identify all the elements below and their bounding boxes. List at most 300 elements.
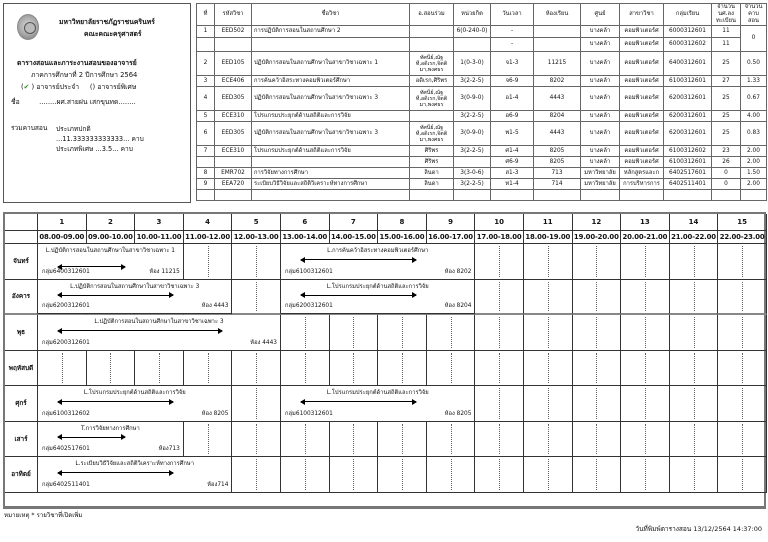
cell-major: คอมพิวเตอร์ศ (620, 146, 664, 157)
cell-center: บางคล้า (581, 111, 620, 122)
half-hour-guide (499, 282, 500, 312)
cell-group: 6200312601 (664, 122, 712, 146)
half-hour-guide (499, 459, 500, 490)
schedule-slot (427, 422, 476, 458)
class-title: L.ระเบียบวิธีวิจัยและสถิติวิเคราะห์ทางการศึกษา (75, 461, 194, 467)
schedule-slot (475, 280, 524, 316)
half-hour-guide (499, 246, 500, 277)
col-major: สาขาวิชา (620, 4, 664, 26)
period-number: 14 (670, 214, 719, 231)
half-hour-guide (596, 353, 597, 384)
class-block[interactable] (38, 386, 232, 422)
cell-code: ECE310 (215, 111, 252, 122)
cell-name: โปรแกรมประยุกต์ด้านสถิติและการวิจัย (252, 111, 410, 122)
half-hour-guide (256, 282, 257, 312)
class-room: ห้อง 8205 (201, 410, 229, 417)
cell-center: มหาวิทยาลัย (581, 168, 620, 179)
cell-no: 7 (197, 146, 215, 157)
cell-co (410, 38, 454, 52)
double-arrow-icon (58, 295, 173, 296)
schedule-slot (427, 315, 476, 351)
total-periods-label: รวมคาบสอน (11, 124, 48, 132)
class-block[interactable] (281, 280, 475, 315)
schedule-slot (573, 315, 622, 351)
cell-students: 23 (712, 146, 741, 157)
cell-code: EMR702 (215, 168, 252, 179)
schedule-slot (573, 280, 622, 316)
col-center: ศูนย์ (581, 4, 620, 26)
half-hour-guide (62, 353, 63, 384)
half-hour-guide (596, 459, 597, 490)
schedule-slot (670, 386, 719, 422)
teacher-name-row (11, 96, 136, 107)
period-time: 21.00-22.00 (670, 231, 719, 244)
class-block[interactable] (281, 244, 475, 280)
half-hour-guide (694, 459, 695, 490)
half-hour-guide (451, 353, 452, 384)
teacher-name: ........ผศ.สายฝน เสกขุนทด........ (39, 98, 136, 106)
class-group: กลุ่ม6200312601 (42, 303, 90, 309)
cell-room: 11215 (534, 52, 581, 76)
col-room: ห้องเรียน (534, 4, 581, 26)
col-periods: จำนวนคาบสอน (741, 4, 767, 26)
cell-name: ระเบียบวิธีวิจัยและสถิติวิเคราะห์ทางการศึกษา (252, 179, 410, 190)
class-title: L.ปฏิบัติการสอนในสถานศึกษาในสาขาวิชาเฉพาะ 3 (94, 319, 224, 325)
course-row (197, 168, 767, 179)
cell-code: EEA720 (215, 179, 252, 190)
schedule-slot (38, 351, 87, 387)
col-group: กลุ่มเรียน (664, 4, 712, 26)
cell-center: บางคล้า (581, 52, 620, 76)
cell-time: ท1-4 (491, 179, 534, 190)
cell-code: ECE310 (215, 146, 252, 157)
course-table-header (197, 4, 767, 26)
cell-periods (741, 190, 767, 201)
cell-credit: 3(2-2-5) (454, 76, 491, 87)
cell-no: 9 (197, 179, 215, 190)
schedule-slot (135, 351, 184, 387)
schedule-slot (232, 386, 281, 422)
cell-no (197, 38, 215, 52)
half-hour-guide (742, 282, 743, 312)
schedule-slot (378, 315, 427, 351)
schedule-slot (330, 315, 379, 351)
cell-major: คอมพิวเตอร์ศ (620, 87, 664, 111)
cell-name: การปฏิบัติการสอนในสถานศึกษา 2 (252, 26, 410, 38)
schedule-slot (718, 315, 767, 351)
half-hour-guide (499, 317, 500, 348)
cell-code (215, 157, 252, 168)
cell-name: โปรแกรมประยุกต์ด้านสถิติและการวิจัย (252, 146, 410, 157)
cell-code: EED305 (215, 122, 252, 146)
schedule-slot (378, 351, 427, 387)
cell-co: ทัศนีย์,ณัฐที,อดิเรก,จิตติมา,พงศธร (410, 87, 454, 111)
class-group: กลุ่ม6200312601 (42, 339, 90, 346)
half-hour-guide (694, 353, 695, 384)
cell-time: ส1-3 (491, 168, 534, 179)
half-hour-guide (645, 317, 646, 348)
schedule-slot (475, 315, 524, 351)
schedule-slot (670, 244, 719, 280)
cell-time: อ1-4 (491, 87, 534, 111)
cell-name: การค้นคว้าอิสระทางคอมพิวเตอร์ศึกษา (252, 76, 410, 87)
half-hour-guide (451, 459, 452, 490)
name-label: ชื่อ (11, 98, 20, 106)
divider (3, 508, 766, 509)
period-number: 11 (524, 214, 573, 231)
cell-periods: 4.00 (741, 111, 767, 122)
schedule-slot (573, 386, 622, 422)
class-block[interactable] (38, 457, 232, 493)
half-hour-guide (645, 353, 646, 384)
cell-credit: 3(0-9-0) (454, 87, 491, 111)
class-group: กลุ่ม6402511401 (42, 481, 90, 488)
half-hour-guide (256, 246, 257, 277)
half-hour-guide (305, 317, 306, 348)
schedule-slot (184, 351, 233, 387)
half-hour-guide (596, 388, 597, 419)
schedule-slot (330, 457, 379, 493)
period-number: 5 (232, 214, 281, 231)
course-row (197, 190, 767, 201)
col-time: วันเวลา (491, 4, 534, 26)
cell-name: ปฏิบัติการสอนในสถานศึกษาในสาขาวิชาเฉพาะ 3 (252, 122, 410, 146)
day-label: พฤหัสบดี (5, 351, 38, 387)
open-paren: ( (21, 83, 24, 91)
cell-room: 8205 (534, 146, 581, 157)
half-hour-guide (742, 317, 743, 348)
schedule-slot (330, 422, 379, 458)
class-title: L.ปฏิบัติการสอนในสถานศึกษาในสาขาวิชาเฉพาะ 1 (45, 248, 175, 254)
cell-no: 8 (197, 168, 215, 179)
schedule-slot (670, 280, 719, 316)
half-hour-guide (742, 424, 743, 455)
teacher-type-special: () อาจารย์พิเศษ (89, 83, 137, 91)
cell-no: 3 (197, 76, 215, 87)
half-hour-guide (402, 353, 403, 384)
period-time: 13.00-14.00 (281, 231, 330, 244)
schedule-slot (330, 351, 379, 387)
printed-timestamp: วันที่พิมพ์ตารางสอน 13/12/2564 14:37:00 (635, 525, 762, 533)
class-block[interactable] (38, 422, 184, 458)
schedule-slot (184, 244, 233, 280)
cell-room: 8202 (534, 76, 581, 87)
period-time: 17.00-18.00 (475, 231, 524, 244)
schedule-slot (281, 315, 330, 351)
course-row (197, 157, 767, 168)
period-time: 22.00-23.00 (718, 231, 767, 244)
half-hour-guide (742, 246, 743, 277)
half-hour-guide (353, 353, 354, 384)
schedule-slot (184, 422, 233, 458)
class-title: L.โปรแกรมประยุกต์ด้านสถิติและการวิจัย (326, 390, 429, 396)
schedule-slot (573, 351, 622, 387)
half-hour-guide (305, 459, 306, 490)
half-hour-guide (451, 317, 452, 348)
course-row (197, 76, 767, 87)
day-label: อังคาร (5, 280, 38, 316)
schedule-slot (718, 280, 767, 316)
class-title: L.โปรแกรมประยุกต์ด้านสถิติและการวิจัย (83, 390, 186, 396)
class-block[interactable] (281, 386, 475, 422)
class-group: กลุ่ม6100312602 (42, 410, 90, 417)
class-title: L.การค้นคว้าอิสระทางคอมพิวเตอร์ศึกษา (327, 248, 429, 254)
faculty-name: คณะคณะครุศาสตร์ (84, 30, 142, 38)
half-hour-guide (645, 424, 646, 455)
cell-co (410, 111, 454, 122)
half-hour-guide (353, 317, 354, 348)
cell-students (712, 190, 741, 201)
schedule-slot (621, 422, 670, 458)
period-number: 7 (330, 214, 379, 231)
cell-no: 4 (197, 87, 215, 111)
double-arrow-icon (58, 330, 222, 331)
cell-co: ลินดา (410, 168, 454, 179)
check-icon: ✔ (23, 83, 30, 91)
cell-center: บางคล้า (581, 38, 620, 52)
class-room: ห้อง713 (158, 446, 180, 452)
col-credit: หน่วยกิต (454, 4, 491, 26)
period-time: 19.00-20.00 (573, 231, 622, 244)
schedule-slot (524, 422, 573, 458)
course-row (197, 122, 767, 146)
special-type-value: ประเภทพิเศษ ...3.5... คาบ (56, 145, 133, 153)
period-time: 11.00-12.00 (184, 231, 233, 244)
col-code: รหัสวิชา (215, 4, 252, 26)
cell-major: คอมพิวเตอร์ศ (620, 26, 664, 38)
half-hour-guide (548, 246, 549, 277)
cell-students: 26 (712, 157, 741, 168)
half-hour-guide (694, 246, 695, 277)
class-title: T.การวิจัยทางการศึกษา (81, 425, 140, 432)
schedule-slot (232, 280, 281, 316)
schedule-slot (670, 422, 719, 458)
schedule-slot (524, 244, 573, 280)
half-hour-guide (596, 246, 597, 277)
cell-students: 11 (712, 38, 741, 52)
cell-co: ลินดา (410, 179, 454, 190)
cell-students: 11 (712, 26, 741, 38)
cell-group: 6402517601 (664, 168, 712, 179)
day-label: อาทิตย์ (5, 457, 38, 493)
cell-time: อ6-9 (491, 111, 534, 122)
cell-time: จ6-9 (491, 76, 534, 87)
schedule-slot (281, 422, 330, 458)
course-row (197, 38, 767, 52)
half-hour-guide (596, 317, 597, 348)
schedule-slot (232, 457, 281, 493)
cell-time: - (491, 38, 534, 52)
schedule-slot (718, 457, 767, 493)
cell-co: ทัศนีย์,ณัฐที,อดิเรก,จิตติมา,พงศธร (410, 52, 454, 76)
cell-time: ศ6-9 (491, 157, 534, 168)
period-number: 9 (427, 214, 476, 231)
schedule-slot (621, 351, 670, 387)
period-time: 10.00-11.00 (135, 231, 184, 244)
class-room: ห้อง 8204 (444, 303, 472, 309)
cell-code (215, 38, 252, 52)
half-hour-guide (694, 388, 695, 419)
class-room: ห้อง 4443 (201, 303, 229, 309)
period-time: 12.00-13.00 (232, 231, 281, 244)
schedule-slot (670, 457, 719, 493)
cell-co (410, 190, 454, 201)
class-room: ห้อง 8202 (444, 268, 472, 275)
half-hour-guide (159, 353, 160, 384)
schedule-slot (670, 315, 719, 351)
class-group: กลุ่ม6100312601 (285, 268, 333, 275)
cell-center: บางคล้า (581, 146, 620, 157)
schedule-slot (621, 244, 670, 280)
cell-co (410, 26, 454, 38)
schedule-slot (281, 351, 330, 387)
schedule-slot (524, 315, 573, 351)
cell-major: คอมพิวเตอร์ศ (620, 157, 664, 168)
cell-name: ปฏิบัติการสอนในสถานศึกษาในสาขาวิชาเฉพาะ 1 (252, 52, 410, 76)
schedule-slot (281, 457, 330, 493)
cell-major: คอมพิวเตอร์ศ (620, 76, 664, 87)
day-label: เสาร์ (5, 422, 38, 458)
cell-periods: 1.50 (741, 168, 767, 179)
cell-center: บางคล้า (581, 87, 620, 111)
class-room: ห้อง 4443 (250, 339, 277, 346)
half-hour-guide (742, 353, 743, 384)
half-hour-guide (402, 459, 403, 490)
half-hour-guide (402, 424, 403, 455)
half-hour-guide (353, 459, 354, 490)
course-row (197, 179, 767, 190)
class-block[interactable] (38, 315, 281, 351)
cell-credit: 1(0-3-0) (454, 52, 491, 76)
cell-periods: 2.00 (741, 157, 767, 168)
period-time: 14.00-15.00 (330, 231, 379, 244)
cell-center: บางคล้า (581, 122, 620, 146)
class-block[interactable] (38, 280, 232, 315)
half-hour-guide (596, 424, 597, 455)
semester-label: ภาคการศึกษาที่ 2 ปีการศึกษา 2564 (31, 71, 138, 79)
half-hour-guide (451, 424, 452, 455)
cell-name (252, 190, 410, 201)
col-students: จำนวน นศ.ลงทะเบียน (712, 4, 741, 26)
schedule-slot (718, 351, 767, 387)
course-row (197, 52, 767, 76)
class-group: กลุ่ม6200312601 (285, 303, 333, 309)
day-label: พุธ (5, 315, 38, 351)
cell-time (491, 190, 534, 201)
corner-cell (5, 214, 38, 231)
cell-room: 8204 (534, 111, 581, 122)
cell-center (581, 190, 620, 201)
cell-no (197, 190, 215, 201)
period-number: 13 (621, 214, 670, 231)
cell-major: การบริหารการ (620, 179, 664, 190)
class-room: ห้อง714 (207, 481, 229, 488)
cell-center: บางคล้า (581, 157, 620, 168)
schedule-slot (524, 351, 573, 387)
period-number: 12 (573, 214, 622, 231)
double-arrow-icon (301, 259, 416, 260)
cell-co: อดิเรก,ศิริพร (410, 76, 454, 87)
col-name: ชื่อวิชา (252, 4, 410, 26)
half-hour-guide (402, 317, 403, 348)
class-room: ห้อง 8205 (444, 410, 472, 417)
footnote: หมายเหตุ * รายวิชาที่เปิดเพิ่ม (4, 512, 83, 519)
period-time: 15.00-16.00 (378, 231, 427, 244)
teacher-type (21, 81, 136, 92)
normal-type-label: ประเภทปกติ (56, 125, 91, 133)
cell-credit (454, 190, 491, 201)
schedule-slot (475, 422, 524, 458)
half-hour-guide (548, 282, 549, 312)
cell-major (620, 190, 664, 201)
cell-credit: 3(2-2-5) (454, 179, 491, 190)
half-hour-guide (645, 246, 646, 277)
period-number: 4 (184, 214, 233, 231)
half-hour-guide (694, 282, 695, 312)
cell-co: ศิริพร (410, 146, 454, 157)
class-block[interactable] (38, 244, 184, 280)
schedule-slot (621, 386, 670, 422)
cell-students: 27 (712, 76, 741, 87)
cell-room (534, 38, 581, 52)
half-hour-guide (208, 353, 209, 384)
schedule-slot (621, 315, 670, 351)
cell-co: ศิริพร (410, 157, 454, 168)
cell-periods: 2.00 (741, 179, 767, 190)
half-hour-guide (256, 388, 257, 419)
cell-center: บางคล้า (581, 76, 620, 87)
schedule-slot (718, 422, 767, 458)
half-hour-guide (499, 353, 500, 384)
cell-time: ศ1-4 (491, 146, 534, 157)
cell-group: 6100312601 (664, 76, 712, 87)
double-arrow-icon (301, 401, 416, 402)
cell-name (252, 38, 410, 52)
half-hour-guide (694, 424, 695, 455)
half-hour-guide (742, 459, 743, 490)
cell-credit (454, 38, 491, 52)
cell-no: 6 (197, 122, 215, 146)
schedule-slot (670, 351, 719, 387)
teacher-type-regular: ) อาจารย์ประจำ (31, 83, 80, 91)
half-hour-guide (548, 459, 549, 490)
class-room: ห้อง 11215 (149, 268, 180, 275)
cell-students: 0 (712, 168, 741, 179)
class-title: L.โปรแกรมประยุกต์ด้านสถิติและการวิจัย (326, 283, 429, 290)
cell-no: 5 (197, 111, 215, 122)
period-number: 10 (475, 214, 524, 231)
col-co-teacher: อ.สอนร่วม (410, 4, 454, 26)
cell-time: จ1-3 (491, 52, 534, 76)
schedule-slot (378, 457, 427, 493)
cell-major: คอมพิวเตอร์ศ (620, 122, 664, 146)
cell-group: 6402511401 (664, 179, 712, 190)
cell-periods: 0 (741, 26, 767, 52)
cell-name: การวิจัยทางการศึกษา (252, 168, 410, 179)
schedule-slot (475, 386, 524, 422)
cell-students: 25 (712, 87, 741, 111)
cell-name: ปฏิบัติการสอนในสถานศึกษาในสาขาวิชาเฉพาะ 3 (252, 87, 410, 111)
university-name: มหาวิทยาลัยราชภัฏราชนครินทร์ (59, 18, 155, 26)
cell-room (534, 190, 581, 201)
period-number: 3 (135, 214, 184, 231)
schedule-slot (573, 422, 622, 458)
double-arrow-icon (301, 295, 416, 296)
schedule-slot (87, 351, 136, 387)
half-hour-guide (256, 459, 257, 490)
schedule-slot (427, 351, 476, 387)
schedule-slot (475, 351, 524, 387)
